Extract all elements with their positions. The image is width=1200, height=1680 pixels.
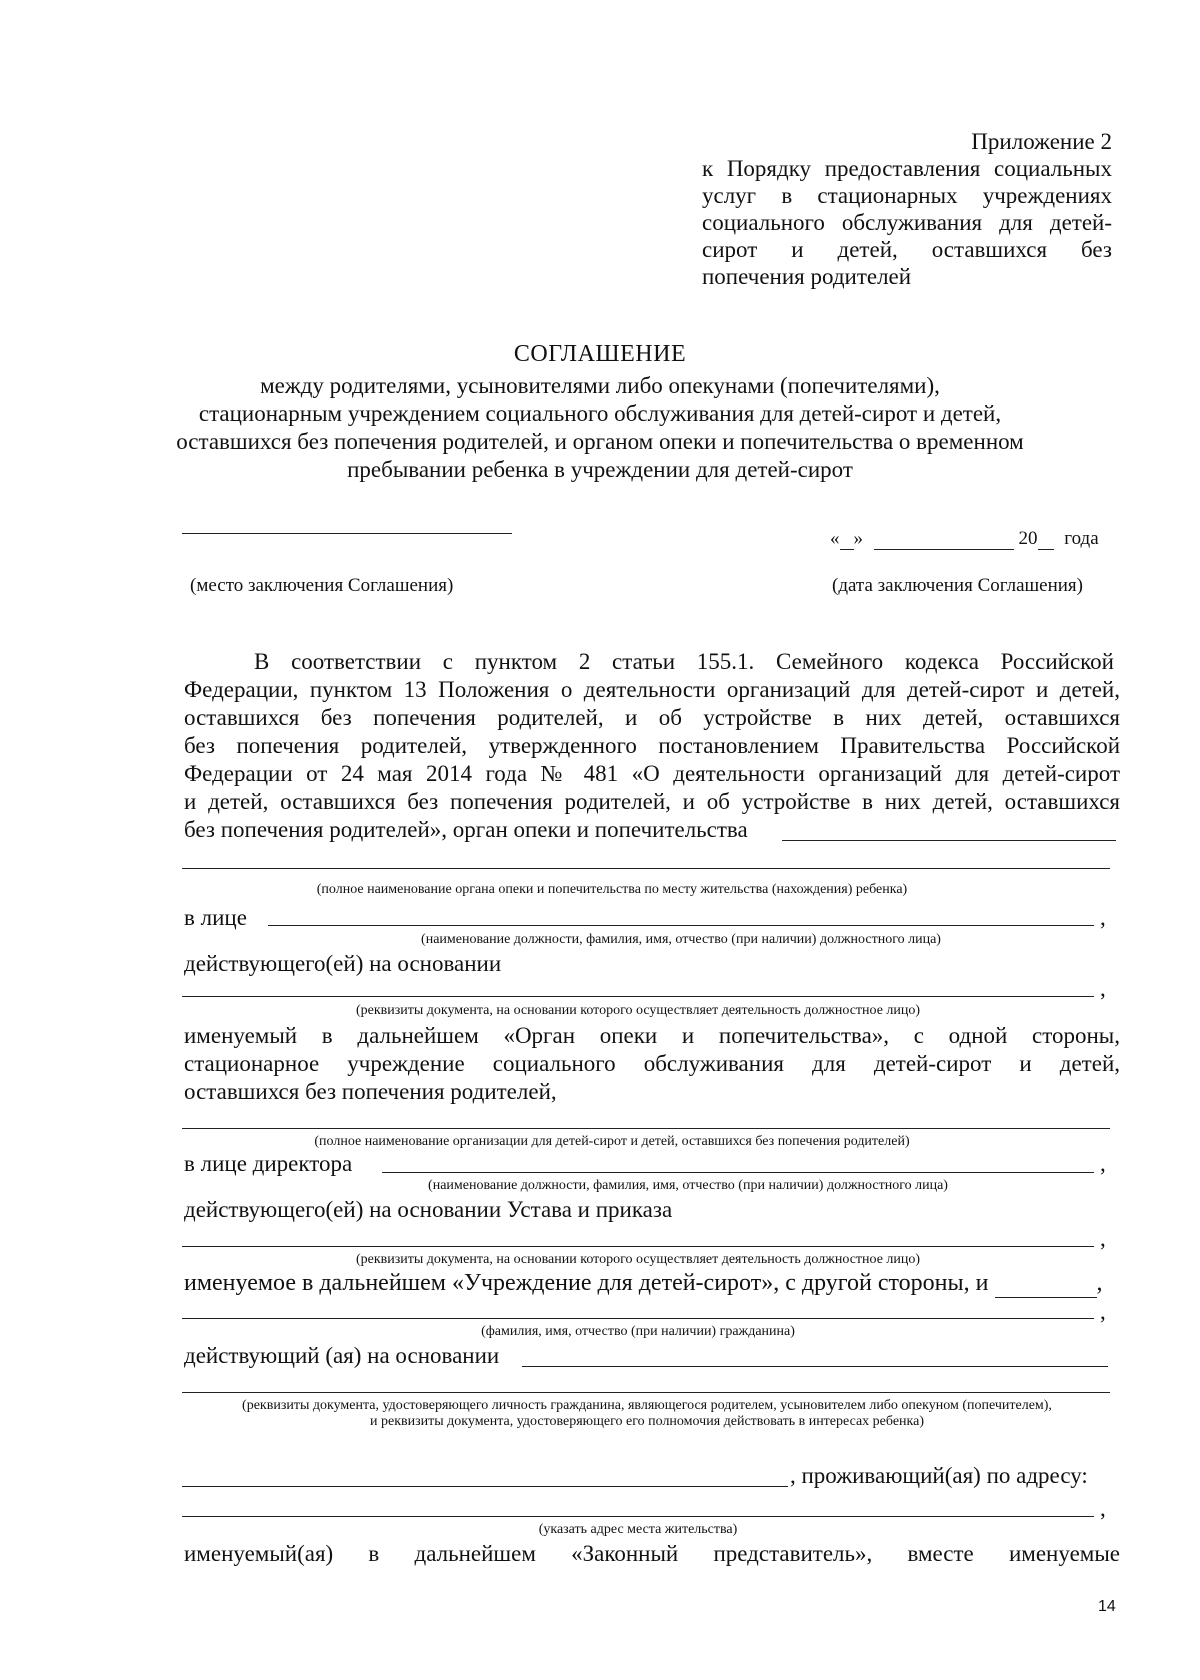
order-caption: (реквизиты документа, на основании которого осуществляет деятельность должностное лицо) (355, 1252, 921, 1267)
comma: , (1100, 905, 1106, 930)
director-caption: (наименование должности, фамилия, имя, отчество (при наличии) должностного лица) (428, 1178, 948, 1193)
date-caption: (дата заключения Соглашения) (832, 575, 1083, 596)
annex-line: попечения родителей (702, 264, 912, 289)
address-caption: (указать адрес места жительства) (538, 1522, 738, 1537)
annex-line: услуг в стационарных учреждениях (702, 183, 1112, 208)
director-label: в лице директора (184, 1151, 353, 1176)
intro-line: Федерации от 24 мая 2014 года № 481 «О деятельности организаций для детей-сирот (184, 761, 1120, 786)
citizen-doc-blank-2 (182, 1392, 1110, 1393)
intro-last-line: без попечения родителей», орган опеки и попечительства (184, 817, 748, 842)
quote-open: « (830, 528, 840, 549)
org-blank-2 (182, 868, 1110, 869)
institution-named-text: именуемое в дальнейшем «Учреждение для детей-сирот», с другой стороны, и (184, 1270, 989, 1296)
annex-line: социального обслуживания для детей- (702, 210, 1112, 235)
intro-line: Федерации, пунктом 13 Положения о деятельности организаций для детей-сирот и детей, (184, 677, 1120, 702)
citizen-doc-caption: и реквизиты документа, удостоверяющего его полномочия действовать в интересах ребенка) (370, 1414, 924, 1429)
year-prefix: 20 (1018, 528, 1038, 549)
institution-caption: (полное наименование организации для детей-сирот и детей, оставшихся без попечения родителей) (314, 1134, 910, 1149)
page-number: 14 (1098, 1598, 1116, 1615)
day-blank (840, 549, 854, 550)
citizen-acting-label: действующий (ая) на основании (184, 1343, 500, 1368)
annex-block (702, 128, 1112, 290)
citizen-doc-blank-1 (522, 1366, 1108, 1367)
citizen-doc-caption: (реквизиты документа, удостоверяющего личность гражданина, являющегося родителем, усыновителем либо опекуном (попечителем), (242, 1398, 1052, 1413)
subtitle-line: пребывании ребенка в учреждении для детей-сирот (347, 457, 853, 482)
named-last-line: оставшихся без попечения родителей, (184, 1079, 557, 1104)
charter-label: действующего(ей) на основании Устава и приказа (184, 1197, 673, 1222)
order-blank (182, 1246, 1094, 1247)
director-blank (382, 1172, 1094, 1173)
citizen-blank-short (995, 1297, 1097, 1298)
subtitle-line: между родителями, усыновителями либо опекунами (попечителями), (260, 373, 940, 398)
comma: , (1100, 1299, 1106, 1324)
quote-close: » (853, 528, 863, 549)
year-blank (1038, 549, 1054, 550)
year-suffix: года (1064, 528, 1099, 549)
org-blank-1 (782, 840, 1116, 841)
document-title: СОГЛАШЕНИЕ (513, 341, 687, 367)
comma: , (1100, 1151, 1106, 1176)
intro-line: и детей, оставшихся без попечения родителей, и об устройстве в них детей, оставшихся (184, 789, 1120, 814)
annex-line: к Порядку предоставления социальных (702, 156, 1112, 181)
annex-line: сирот и детей, оставшихся без (702, 237, 1112, 262)
institution-blank (182, 1128, 1110, 1129)
acting-label: действующего(ей) на основании (184, 951, 502, 976)
comma: , (1100, 976, 1106, 1001)
official-caption: (наименование должности, фамилия, имя, отчество (при наличии) должностного лица) (421, 932, 941, 947)
doc-caption: (реквизиты документа, на основании которого осуществляет деятельность должностное лицо) (355, 1003, 921, 1018)
named-line: стационарное учреждение социального обслуживания для детей-сирот и детей, (184, 1051, 1120, 1076)
citizen-address-blank-1 (182, 1486, 788, 1487)
org-caption: (полное наименование органа опеки и попечительства по месту жительства (нахождения) ребенка) (316, 882, 908, 897)
named-line: именуемый в дальнейшем «Орган опеки и попечительства», с одной стороны, (184, 1023, 1120, 1048)
living-label: , проживающий(ая) по адресу: (790, 1463, 1088, 1488)
in-person-label: в лице (184, 905, 247, 930)
intro-line: оставшихся без попечения родителей, и об устройстве в них детей, оставшихся (184, 705, 1120, 730)
comma: , (1100, 1226, 1106, 1251)
comma: , (1100, 1496, 1106, 1521)
institution-named (184, 1268, 1103, 1298)
place-blank (182, 533, 512, 534)
final-line: именуемый(ая) в дальнейшем «Законный представитель», вместе именуемые (184, 1541, 1120, 1566)
official-blank (268, 925, 1094, 926)
comma: , (1096, 1270, 1103, 1296)
doc-blank (182, 996, 1094, 997)
month-blank (874, 549, 1014, 550)
subtitle-line: оставшихся без попечения родителей, и органом опеки и попечительства о временном (176, 429, 1024, 454)
place-caption: (место заключения Соглашения) (190, 575, 454, 596)
intro-line: В соответствии с пунктом 2 статьи 155.1. Семейного кодекса Российской (254, 649, 1114, 674)
annex-title: Приложение 2 (971, 129, 1112, 154)
citizen-name-blank (182, 1318, 1094, 1319)
citizen-name-caption: (фамилия, имя, отчество (при наличии) гражданина) (481, 1324, 795, 1339)
date-fill (830, 528, 1099, 550)
subtitle-line: стационарным учреждением социального обслуживания для детей-сирот и детей, (198, 401, 1002, 426)
intro-line: без попечения родителей, утвержденного постановлением Правительства Российской (184, 733, 1120, 758)
citizen-address-blank-2 (182, 1516, 1094, 1517)
